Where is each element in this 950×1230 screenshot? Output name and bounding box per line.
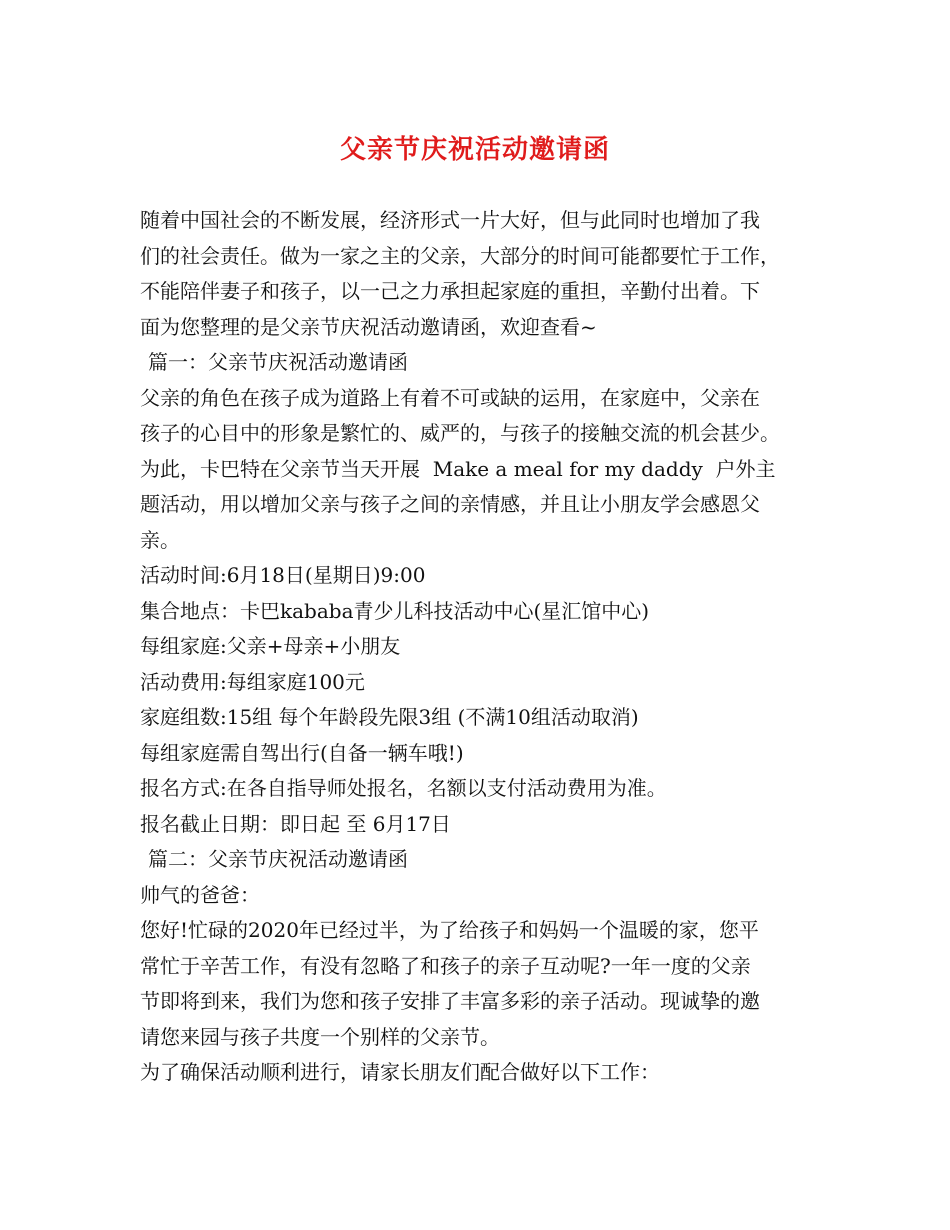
salutation: 帅气的爸爸： bbox=[140, 882, 260, 907]
paragraph-line: 题活动，用以增加父亲与孩子之间的亲情感，并且让小朋友学会感恩父 bbox=[140, 492, 760, 516]
paragraph-line: 孩子的心目中的形象是繁忙的、威严的，与孩子的接触交流的机会甚少。 bbox=[140, 421, 780, 445]
detail-line: 活动费用:每组家庭100元 bbox=[140, 669, 365, 694]
detail-line: 报名截止日期：即日起 至 6月17日 bbox=[140, 811, 451, 836]
detail-line: 家庭组数:15组 每个年龄段先限3组 (不满10组活动取消) bbox=[140, 705, 639, 729]
detail-line: 活动时间:6月18日(星期日)9:00 bbox=[140, 563, 426, 587]
paragraph-line: 们的社会责任。做为一家之主的父亲，大部分的时间可能都要忙于工作， bbox=[140, 243, 780, 268]
paragraph-line: 随着中国社会的不断发展，经济形式一片大好，但与此同时也增加了我 bbox=[140, 208, 760, 232]
detail-line: 报名方式:在各自指导师处报名，名额以支付活动费用为准。 bbox=[140, 776, 667, 800]
document-title: 父亲节庆祝活动邀请函 bbox=[339, 135, 610, 165]
detail-line: 集合地点：卡巴kababa青少儿科技活动中心(星汇馆中心) bbox=[140, 598, 650, 623]
detail-line: 每组家庭需自驾出行(自备一辆车哦!) bbox=[140, 740, 464, 765]
paragraph-line: 不能陪伴妻子和孩子，以一己之力承担起家庭的重担，辛勤付出着。下 bbox=[140, 279, 760, 303]
paragraph-line: 常忙于辛苦工作，有没有忽略了和孩子的亲子互动呢?一年一度的父亲 bbox=[140, 953, 751, 978]
paragraph-line: 为此，卡巴特在父亲节当天开展 Make a meal for my daddy 户外主 bbox=[140, 456, 776, 481]
paragraph-line: 父亲的角色在孩子成为道路上有着不可或缺的运用，在家庭中，父亲在 bbox=[140, 385, 760, 410]
document-body bbox=[140, 203, 830, 1091]
paragraph-line: 面为您整理的是父亲节庆祝活动邀请函，欢迎查看~ bbox=[140, 314, 597, 339]
paragraph-line: 您好!忙碌的2020年已经过半，为了给孩子和妈妈一个温暖的家，您平 bbox=[140, 918, 759, 942]
section-heading: 篇二：父亲节庆祝活动邀请函 bbox=[148, 847, 408, 871]
paragraph-line: 节即将到来，我们为您和孩子安排了丰富多彩的亲子活动。现诚挚的邀 bbox=[140, 989, 760, 1013]
paragraph-line: 为了确保活动顺利进行，请家长朋友们配合做好以下工作： bbox=[140, 1060, 660, 1084]
section-heading: 篇一：父亲节庆祝活动邀请函 bbox=[148, 350, 408, 374]
paragraph-line: 亲。 bbox=[140, 527, 180, 552]
detail-line: 每组家庭:父亲+母亲+小朋友 bbox=[140, 634, 401, 658]
paragraph-line: 请您来园与孩子共度一个别样的父亲节。 bbox=[140, 1024, 500, 1049]
